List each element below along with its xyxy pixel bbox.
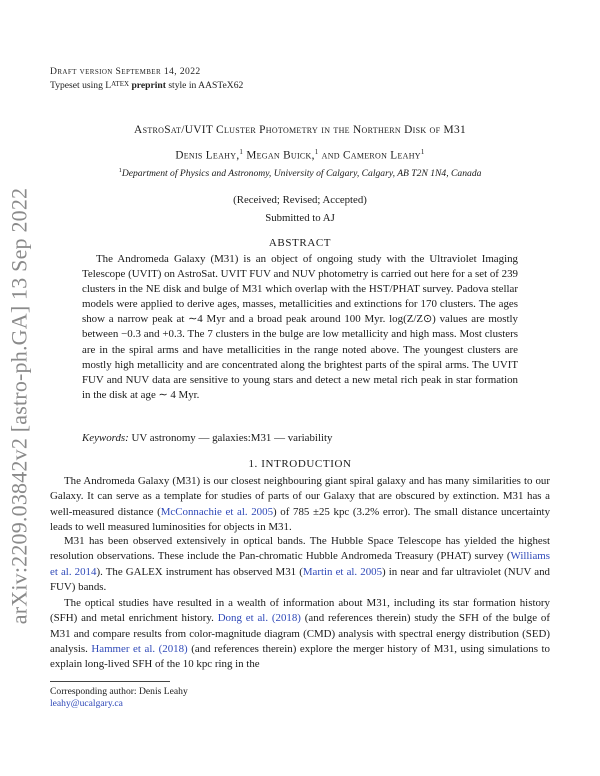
intro-paragraph-3 <box>50 596 550 672</box>
p1-text-b: ) of 785 ±25 kpc (3.2% error). The small distance uncertainty leads to well measured luminosities for objects in M31. <box>50 505 551 533</box>
citation-mcconnachie[interactable]: McConnachie et al. 2005 <box>160 505 274 518</box>
abstract-text: The Andromeda Galaxy (M31) is an object of ongoing study with the Ultraviolet Imaging Telescope (UVIT) on AstroSat. UVIT FUV and NUV photometry is carried out here for a set of 239 clusters in the NE disk and bulge of M31 which overlap with the HST/PHAT survey. Padova stellar models were applied to derive ages, masses, metallicities and extinctions for 170 clusters. The ages show a narrow peak at ∼4 Myr and a broad peak around 100 Myr. log(Z/Z⊙) values are mostly between −0.3 and +0.3. The 7 clusters in the bulge are low metallicity and high mass. Most clusters are in the spiral arms and have metallicities in the range noted above. The youngest clusters are mostly high metallicity and are concentrated along the brightest parts of the spiral arms. The UVIT FUV and NUV data are sensitive to young stars and detect a new metal rich peak in star formation in the disk at age ∼ 4 Myr. <box>82 253 518 401</box>
author-2: Megan Buick, <box>246 149 315 162</box>
typeset-preprint: preprint <box>131 80 166 91</box>
arxiv-identifier-sidebar <box>6 187 32 625</box>
p1-text-a: The Andromeda Galaxy (M31) is our closest neighbouring giant spiral galaxy and has many similarities to our Galaxy. It can serve as a template for studies of parts of our Galaxy that are obscured by extinction. M31 has a well-measured distance ( <box>50 475 550 518</box>
author-3: and Cameron Leahy <box>321 149 421 162</box>
p3-text-a: The optical studies have resulted in a wealth of information about M31, including its star formation history (SFH) and metal enrichment history. <box>50 597 550 625</box>
author-2-affil-mark: 1 <box>314 148 319 156</box>
citation-hammer[interactable]: Hammer et al. (2018) <box>91 642 188 655</box>
typeset-prefix: Typeset using L <box>50 80 112 91</box>
p2-text-a: M31 has been observed extensively in optical bands. The Hubble Space Telescope has yielded the highest resolution observations. These include the Pan-chromatic Hubble Andromeda Treasury (PHAT) survey ( <box>50 535 550 563</box>
keywords-label: Keywords: <box>82 432 129 444</box>
typeset-line <box>50 80 243 91</box>
citation-martin[interactable]: Martin et al. 2005 <box>302 565 383 578</box>
submitted-line: Submitted to AJ <box>265 212 335 224</box>
affiliation-mark: 1 <box>118 167 122 174</box>
typeset-suffix: style in AASTeX62 <box>165 80 244 91</box>
keywords <box>82 432 518 444</box>
intro-paragraph-2 <box>50 534 550 595</box>
citation-dong[interactable]: Dong et al. (2018) <box>217 612 301 625</box>
author-email-link[interactable]: leahy@ucalgary.ca <box>50 698 123 709</box>
arxiv-id[interactable]: arXiv:2209.03842v2 [astro-ph.GA] 13 Sep 2022 <box>6 187 31 625</box>
footnote-rule <box>50 681 170 682</box>
author-1-affil-mark: 1 <box>239 148 244 156</box>
intro-paragraph-1 <box>50 474 550 535</box>
typeset-latex: ATEX <box>111 80 130 88</box>
author-list <box>50 148 550 162</box>
affiliation-text: Department of Physics and Astronomy, University of Calgary, Calgary, AB T2N 1N4, Canada <box>121 168 482 180</box>
p3-text-c: (and references therein) explore the merger history of M31, using simulations to explain long-lived SFH of the 10 kpc ring in the <box>50 642 550 671</box>
p2-text-c: ) in near and far ultraviolet (NUV and FUV) bands. <box>50 565 550 593</box>
author-3-affil-mark: 1 <box>420 148 425 156</box>
abstract-heading: ABSTRACT <box>268 237 332 249</box>
paper-title: AstroSat/UVIT Cluster Photometry in the Northern Disk of M31 <box>134 124 466 136</box>
section-heading-introduction: 1. INTRODUCTION <box>248 458 352 470</box>
corresponding-author: Corresponding author: Denis Leahy <box>50 686 188 697</box>
p2-text-b: ). The GALEX instrument has observed M31 ( <box>96 565 303 578</box>
keywords-text: UV astronomy — galaxies:M31 — variability <box>128 432 333 444</box>
affiliation <box>50 167 550 179</box>
draft-version-line: Draft version September 14, 2022 <box>50 66 201 77</box>
received-line: (Received; Revised; Accepted) <box>233 194 367 206</box>
p3-text-b: (and references therein) study the SFH of the bulge of M31 and compare results from color-magnitude diagram (CMD) analysis with spectral energy distribution (SED) analysis. <box>50 612 550 655</box>
citation-williams[interactable]: Williams et al. 2014 <box>50 550 550 578</box>
author-1: Denis Leahy, <box>175 149 240 162</box>
